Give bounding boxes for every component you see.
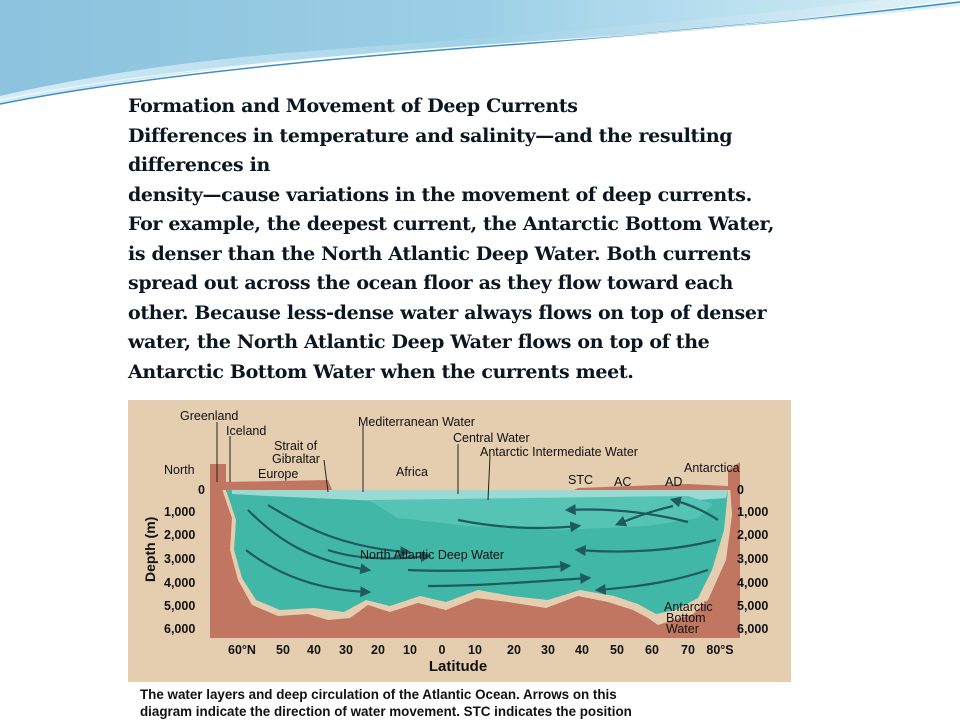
body-line: is denser than the North Atlantic Deep Water. Both currents <box>128 242 751 265</box>
latitude-tick: 40 <box>575 643 589 657</box>
depth-tick-left: 2,000 <box>164 528 196 542</box>
slide-title: Formation and Movement of Deep Currents <box>128 95 578 117</box>
latitude-tick: 50 <box>276 643 290 657</box>
label-africa: Africa <box>396 465 428 479</box>
label-strait-of: Strait of <box>274 439 318 453</box>
body-line: water, the North Atlantic Deep Water flows on top of the <box>128 331 710 353</box>
depth-tick-left: 4,000 <box>164 576 196 590</box>
depth-tick-left: 5,000 <box>164 599 196 613</box>
body-line: spread out across the ocean floor as they flow toward each <box>128 272 733 294</box>
latitude-tick: 70 <box>681 643 695 657</box>
depth-tick-right: 5,000 <box>737 599 769 613</box>
north-landmass <box>210 464 226 490</box>
body-line: For example, the deepest current, the Antarctic Bottom Water, <box>128 213 775 235</box>
latitude-tick: 20 <box>371 643 385 657</box>
latitude-tick: 50 <box>610 643 624 657</box>
depth-tick-right: 2,000 <box>737 528 769 542</box>
latitude-tick: 10 <box>403 643 417 657</box>
depth-tick-left: 6,000 <box>164 622 196 636</box>
label-antarctic-bottom-water-3: Water <box>666 622 699 636</box>
latitude-tick: 0 <box>438 643 446 657</box>
latitude-tick: 10 <box>468 643 482 657</box>
latitude-tick: 60°N <box>228 643 256 657</box>
latitude-tick: 30 <box>541 643 555 657</box>
label-central-water: Central Water <box>453 431 530 445</box>
label-north: North <box>164 463 195 477</box>
body-line: Differences in temperature and salinity—and the resulting <box>128 124 733 147</box>
body-line: density—cause variations in the movement of deep currents. <box>128 183 752 206</box>
depth-tick-left: 1,000 <box>164 505 196 519</box>
slide-text-block <box>128 92 828 387</box>
latitude-tick: 30 <box>339 643 353 657</box>
label-antarctic-bottom-water-2: Bottom <box>666 611 706 625</box>
label-antarctica: Antarctica <box>684 461 740 475</box>
label-north-atlantic-deep-water: North Atlantic Deep Water <box>360 548 505 562</box>
atlantic-circulation-diagram <box>128 400 791 682</box>
depth-tick-right: 4,000 <box>737 576 769 590</box>
caption-line: The water layers and deep circulation of the Atlantic Ocean. Arrows on this <box>140 687 617 702</box>
label-stc: STC <box>568 473 593 487</box>
caption-line: diagram indicate the direction of water movement. STC indicates the position <box>140 704 632 719</box>
depth-tick-right: 1,000 <box>737 505 769 519</box>
label-greenland: Greenland <box>180 409 239 423</box>
body-line: other. Because less-dense water always flows on top of denser <box>128 301 767 324</box>
depth-tick-left: 0 <box>198 483 205 497</box>
depth-tick-right: 0 <box>737 483 744 497</box>
label-ac: AC <box>614 475 632 489</box>
label-ad: AD <box>665 475 683 489</box>
body-line: Antarctic Bottom Water when the currents meet. <box>128 360 634 383</box>
depth-tick-left: 3,000 <box>164 552 196 566</box>
body-line: differences in <box>128 154 270 176</box>
diagram-caption <box>128 682 791 720</box>
label-europe: Europe <box>258 467 299 481</box>
depth-tick-right: 6,000 <box>737 622 769 636</box>
latitude-tick: 80°S <box>706 643 734 657</box>
label-mediterranean-water: Mediterranean Water <box>358 415 475 429</box>
label-gibraltar: Gibraltar <box>272 452 320 466</box>
latitude-tick: 20 <box>507 643 521 657</box>
label-iceland: Iceland <box>226 424 267 438</box>
latitude-tick: 60 <box>645 643 659 657</box>
label-antarctic-bottom-water-1: Antarctic <box>664 600 713 614</box>
depth-tick-right: 3,000 <box>737 552 769 566</box>
depth-axis-label: Depth (m) <box>142 516 158 582</box>
latitude-tick: 40 <box>307 643 321 657</box>
latitude-axis-label: Latitude <box>428 658 488 675</box>
label-antarctic-intermediate-water: Antarctic Intermediate Water <box>480 445 638 459</box>
